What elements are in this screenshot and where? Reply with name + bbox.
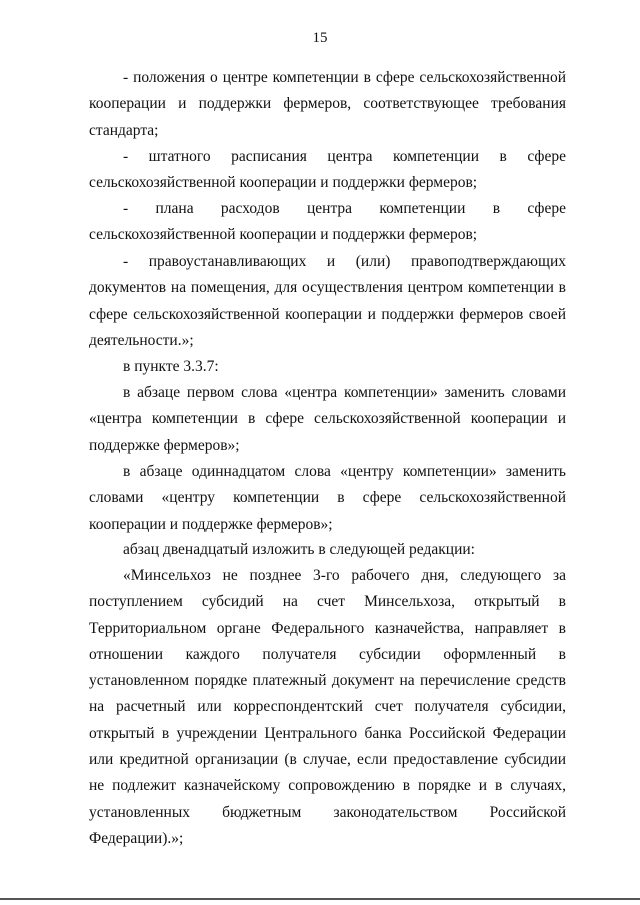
paragraph-1: - положения о центре компетенции в сфере сельскохозяйственной кооперации и поддержки фермеров, соответствующее требования стандарта;: [89, 69, 566, 139]
paragraph-7: в абзаце одиннадцатом слова «центру компетенции» заменить словами «центру компетенции в сфере сельскохозяйственной кооперации и поддержке фермеров»;: [89, 463, 566, 533]
paragraph-9: «Минсельхоз не позднее 3-го рабочего дня, следующего за поступлением субсидий на счет Минсельхоза, открытый в Территориальном органе Федерального казначейства, направляет в отношении каждого получателя субсидии оформленный в установленном порядке платежный документ на перечисление средств на расчетный или корреспондентский счет получателя субсидии, открытый в учреждении Центрального банка Российской Федерации или кредитной организации (в случае, если предоставление субсидии не подлежит казначейскому сопровождению в порядке и в случаях, установленных бюджетным законодательством Российской Федерации).»;: [89, 567, 566, 847]
paragraph-4: - правоустанавливающих и (или) правоподтверждающих документов на помещения, для осуществления центром компетенции в сфере сельскохозяйственной кооперации и поддержки фермеров своей деятельности.»;: [89, 253, 566, 349]
paragraph-6: в абзаце первом слова «центра компетенции» заменить словами «центра компетенции в сфере сельскохозяйственной кооперации и поддержке фермеров»;: [89, 384, 566, 454]
bottom-edge-line: [0, 898, 640, 900]
page-number: 15: [312, 30, 328, 46]
paragraph-8: абзац двенадцатый изложить в следующей редакции:: [123, 541, 475, 558]
paragraph-3: - плана расходов центра компетенции в сфере сельскохозяйственной кооперации и поддержки фермеров;: [89, 200, 566, 244]
paragraph-2: - штатного расписания центра компетенции в сфере сельскохозяйственной кооперации и поддержки фермеров;: [89, 148, 566, 192]
paragraph-5: в пункте 3.3.7:: [123, 358, 219, 375]
